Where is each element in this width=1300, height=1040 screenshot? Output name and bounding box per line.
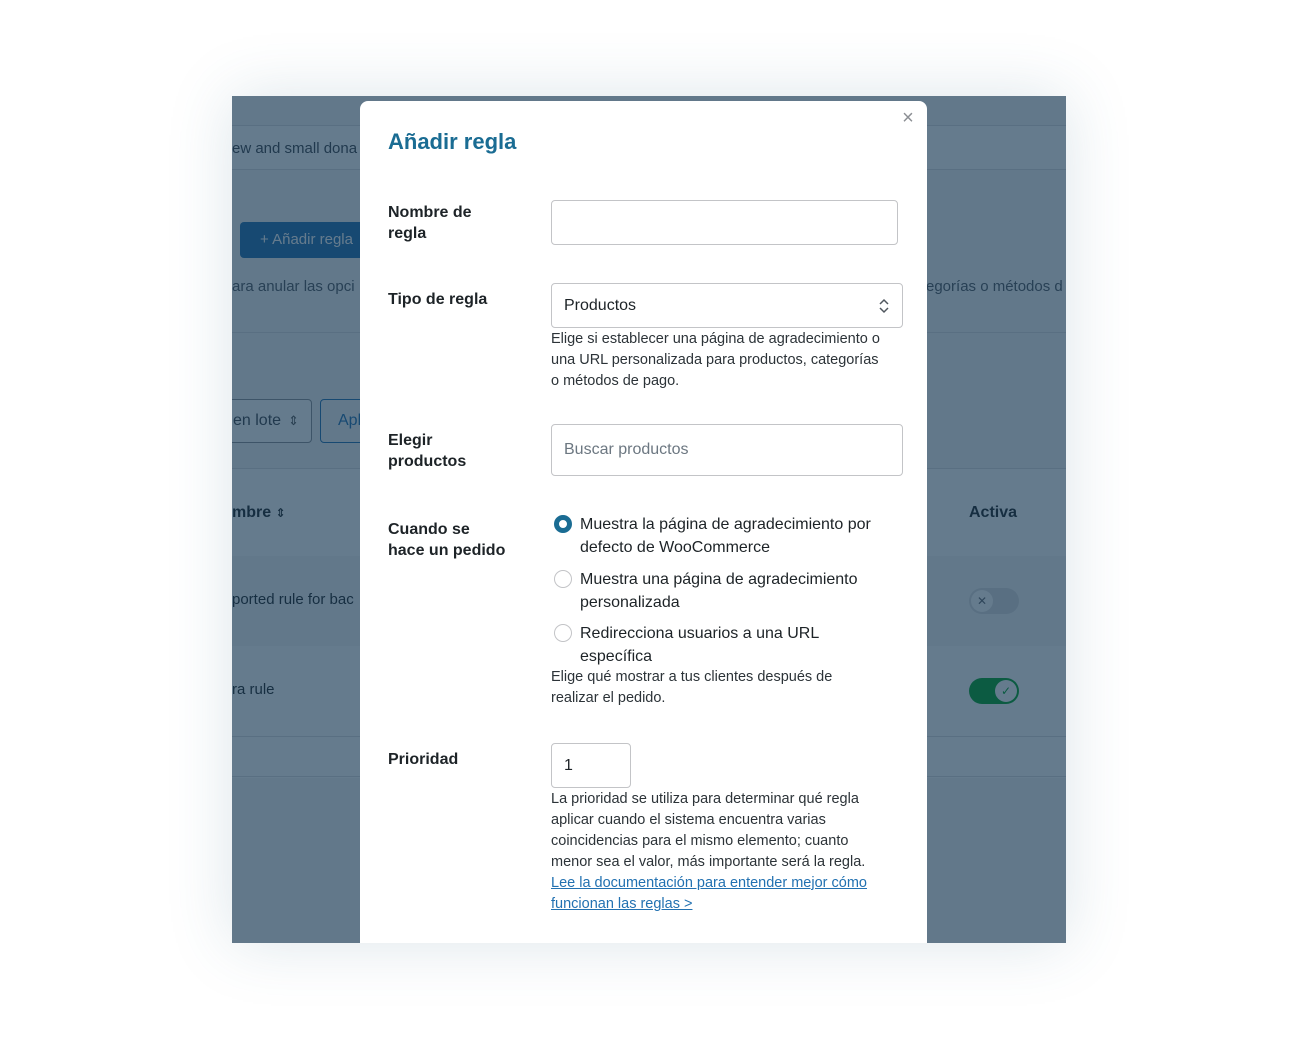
- rule-name-input[interactable]: [551, 200, 898, 245]
- product-search-input[interactable]: [551, 424, 903, 476]
- rule-name-label: Nombre de regla: [388, 204, 472, 242]
- radio-button[interactable]: [554, 570, 572, 588]
- radio-button[interactable]: [554, 624, 572, 642]
- radio-button-checked[interactable]: [554, 515, 572, 533]
- documentation-link[interactable]: Lee la documentación para entender mejor cómo funcionan las reglas >: [551, 875, 867, 912]
- chevron-updown-icon: [878, 296, 890, 316]
- rule-type-help: Elige si establecer una página de agradecimiento o una URL personalizada para productos, categorías o métodos de pago.: [551, 331, 880, 389]
- modal-title: Añadir regla: [388, 129, 517, 154]
- radio-option-label: Muestra una página de agradecimiento personalizada: [580, 571, 858, 611]
- close-icon[interactable]: ×: [902, 107, 914, 129]
- rule-type-value: Productos: [564, 297, 637, 314]
- priority-help-text: La prioridad se utiliza para determinar qué regla aplicar cuando el sistema encuentra varias coincidencias para el mismo elemento; cuanto menor sea el valor, más importante será la regla.: [551, 791, 866, 870]
- priority-input[interactable]: [551, 743, 631, 788]
- radio-option-label: Redirecciona usuarios a una URL específica: [580, 625, 819, 665]
- priority-help: [551, 789, 871, 915]
- choose-products-label: Elegir productos: [388, 432, 467, 470]
- rule-type-label: Tipo de regla: [388, 291, 488, 308]
- priority-label: Prioridad: [388, 751, 459, 768]
- radio-option-label: Muestra la página de agradecimiento por defecto de WooCommerce: [580, 516, 871, 556]
- add-rule-modal: [360, 101, 927, 943]
- rule-type-select[interactable]: [551, 283, 903, 328]
- on-order-label: Cuando se hace un pedido: [388, 521, 506, 559]
- on-order-help: Elige qué mostrar a tus clientes después de realizar el pedido.: [551, 669, 833, 706]
